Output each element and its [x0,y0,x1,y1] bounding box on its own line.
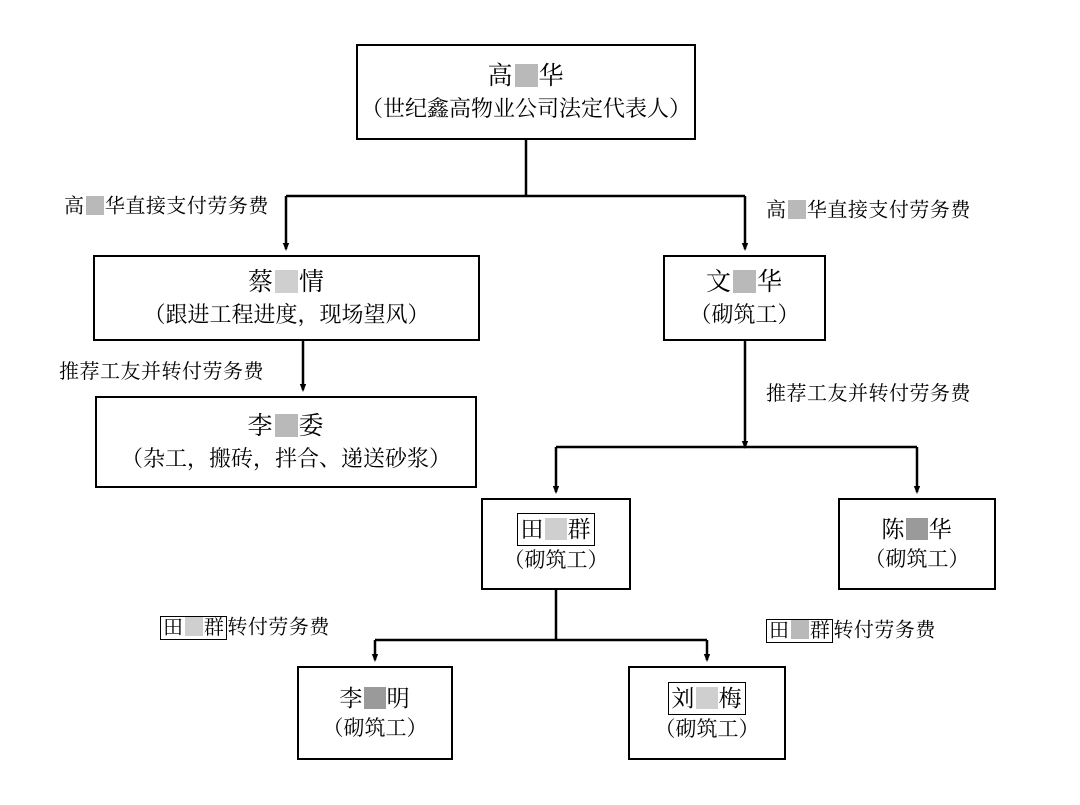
redaction-mark [185,617,203,636]
redaction-mark [906,518,927,540]
node-li-ming-name: 李 明 [339,686,411,712]
node-li-ming-role: （砌筑工） [322,716,428,741]
redaction-mark [515,64,538,88]
node-li-wei-name: 李 委 [247,413,325,441]
node-cai-name: 蔡 情 [247,269,326,297]
redaction-mark [86,196,104,215]
node-liu-name: 刘 梅 [668,682,745,715]
redaction-mark [791,620,809,639]
edge-label-gao-left: 高 华直接支付劳务费 [64,195,269,218]
node-wen-name: 文 华 [705,269,784,297]
edge-label-tian-right: 田 群 转付劳务费 [766,620,936,641]
redaction-mark [545,518,566,540]
node-wen-role: （砌筑工） [689,302,800,328]
redaction-mark [275,414,298,438]
node-tian-name: 田 群 [517,513,594,546]
node-tian-role: （砌筑工） [503,548,609,573]
node-chen-role: （砌筑工） [864,547,970,572]
edge-label-gao-right: 高 华直接支付劳务费 [766,199,971,222]
node-cai [93,255,480,341]
node-tian [481,498,631,590]
edge-label-wen-down: 推荐工友并转付劳务费 [766,383,971,405]
node-chen [838,498,996,590]
redaction-mark [364,687,385,709]
redaction-mark [733,270,756,294]
redaction-mark [788,200,806,219]
node-wen [663,255,826,341]
node-li-wei [95,396,477,488]
node-gao-name: 高 华 [487,63,565,91]
node-liu-role: （砌筑工） [654,717,760,742]
edge-label-cai-to-li: 推荐工友并转付劳务费 [59,361,264,383]
node-chen-name: 陈 华 [881,517,953,543]
redaction-mark [275,270,298,294]
node-cai-role: （跟进工程进度，现场望风） [143,302,430,328]
node-liu [628,666,786,760]
node-li-wei-role: （杂工，搬砖，拌合、递送砂浆） [120,446,451,472]
node-gao-role: （世纪鑫高物业公司法定代表人） [360,96,691,122]
redaction-mark [696,687,717,709]
node-gao [356,44,696,140]
edge-label-tian-left: 田 群 转付劳务费 [160,617,330,638]
node-li-ming [297,666,453,760]
